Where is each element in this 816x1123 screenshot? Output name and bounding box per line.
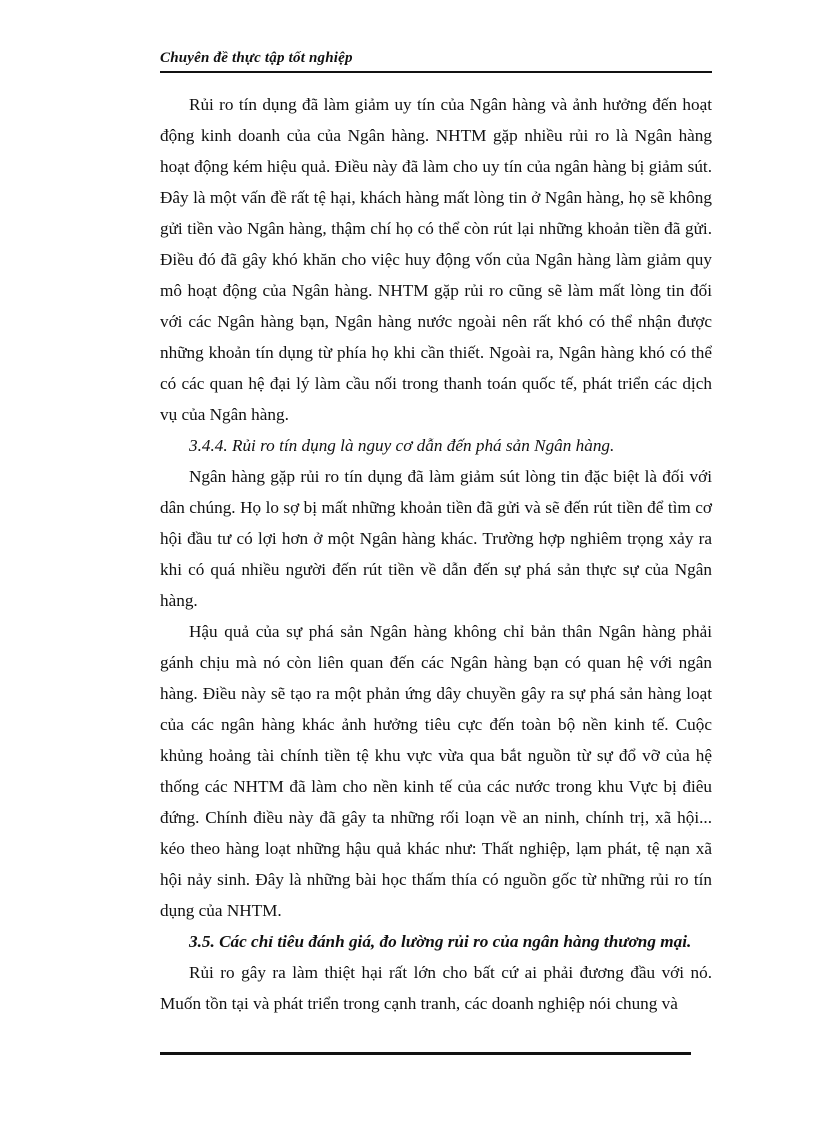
paragraph-bankruptcy-consequences: Hậu quả của sự phá sản Ngân hàng không chỉ bản thân Ngân hàng phải gánh chịu mà nó còn liên quan đến các Ngân hàng bạn có quan hệ với ngân hàng. Điều này sẽ tạo ra một phản ứng dây chuyền gây ra sự phá sản hàng loạt của các ngân hàng khác ảnh hưởng tiêu cực đến toàn bộ nền kinh tế. Cuộc khủng hoảng tài chính tiền tệ khu vực vừa qua bắt nguồn từ sự đổ vỡ của hệ thống các NHTM đã làm cho nền kinh tế của các nước trong khu Vực bị điêu đứng. Chính điều này đã gây ta những rối loạn về an ninh, chính trị, xã hội... kéo theo hàng loạt những hậu quả khác như: Thất nghiệp, lạm phát, tệ nạn xã hội nảy sinh. Đây là những bài học thấm thía có nguồn gốc từ những rủi ro tín dụng của NHTM. [160, 622, 712, 920]
section-heading-3-5: 3.5. Các chỉ tiêu đánh giá, đo lường rủi ro của ngân hàng thương mại. [189, 932, 692, 951]
paragraph-risk-damage: Rủi ro gây ra làm thiệt hại rất lớn cho bất cứ ai phải đương đầu với nó. Muốn tồn tại và phát triển trong cạnh tranh, các doanh nghiệp nói chung và [160, 963, 712, 1013]
subheading-3-4-4: 3.4.4. Rủi ro tín dụng là nguy cơ dẫn đến phá sản Ngân hàng. [189, 436, 615, 455]
page-header [160, 44, 712, 73]
paragraph-depositor-trust: Ngân hàng gặp rủi ro tín dụng đã làm giảm sút lòng tin đặc biệt là đối với dân chúng. Họ lo sợ bị mất những khoản tiền đã gửi và sẽ đến rút tiền để tìm cơ hội đầu tư có lợi hơn ở một Ngân hàng khác. Trường hợp nghiêm trọng xảy ra khi có quá nhiều người đến rút tiền về dẫn đến sự phá sản thực sự của Ngân hàng. [160, 467, 712, 610]
header-title: Chuyên đề thực tập tốt nghiệp [160, 50, 353, 66]
paragraph-credit-risk-reputation: Rủi ro tín dụng đã làm giảm uy tín của Ngân hàng và ảnh hưởng đến hoạt động kinh doanh của của Ngân hàng. NHTM gặp nhiều rủi ro là Ngân hàng hoạt động kém hiệu quả. Điều này đã làm cho uy tín của ngân hàng bị giảm sút. Đây là một vấn đề rất tệ hại, khách hàng mất lòng tin ở Ngân hàng, họ sẽ không gửi tiền vào Ngân hàng, thậm chí họ có thể còn rút lại những khoản tiền đã gửi. Điều đó đã gây khó khăn cho việc huy động vốn của Ngân hàng làm giảm quy mô hoạt động của Ngân hàng. NHTM gặp rủi ro cũng sẽ làm mất lòng tin đối với các Ngân hàng bạn, Ngân hàng nước ngoài nên rất khó có thể nhận được những khoản tín dụng từ phía họ khi cần thiết. Ngoài ra, Ngân hàng khó có thể có các quan hệ đại lý làm cầu nối trong thanh toán quốc tế, phát triển các dịch vụ của Ngân hàng. [160, 95, 712, 424]
document-body [160, 89, 712, 1019]
footer-divider [160, 1052, 691, 1055]
